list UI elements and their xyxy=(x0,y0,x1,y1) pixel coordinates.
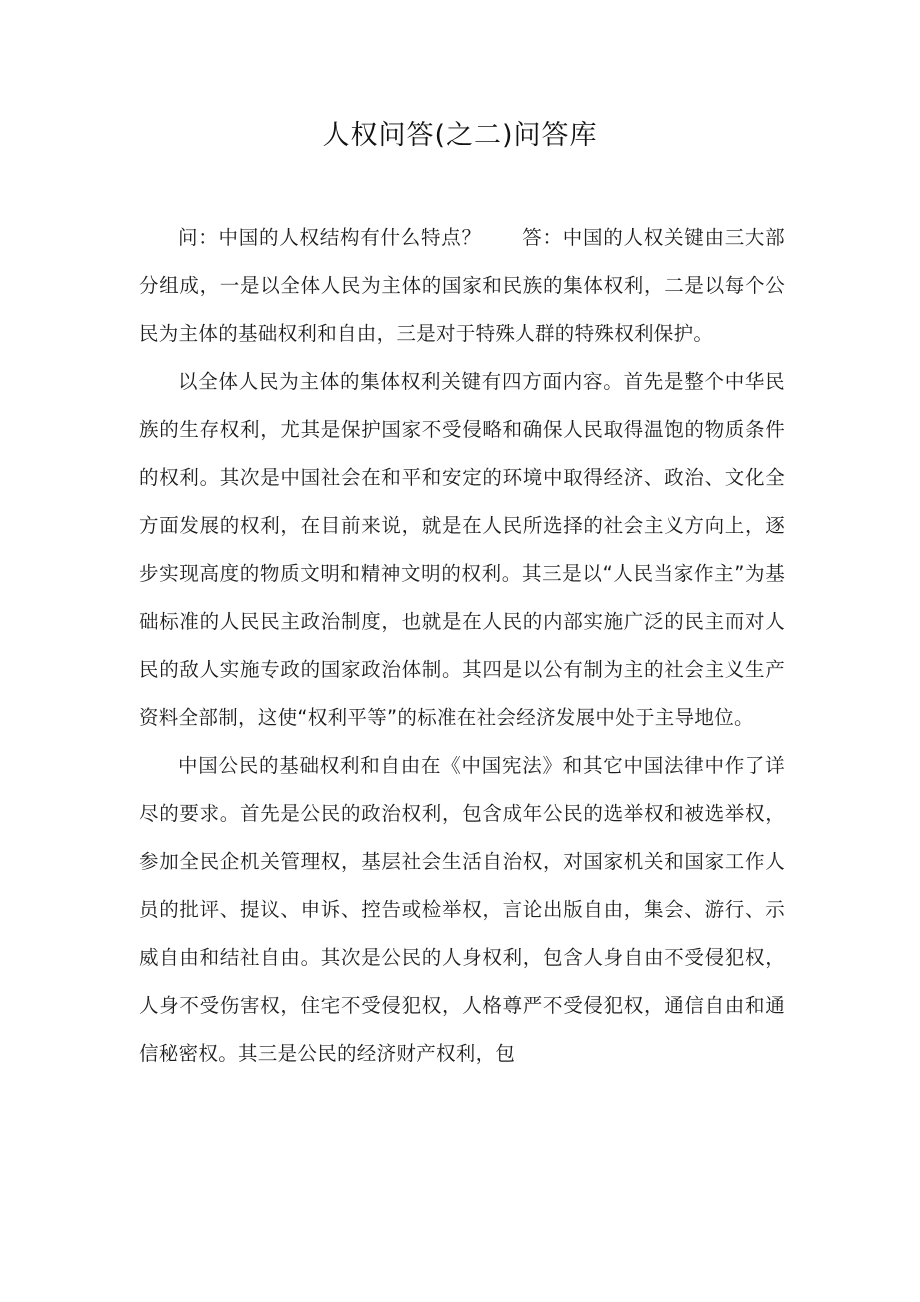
paragraph-3: 中国公民的基础权利和自由在《中国宪法》和其它中国法律中作了详尽的要求。首先是公民的政治权利，包含成年公民的选举权和被选举权，参加全民企机关管理权，基层社会生活自治权，对国家机关和国家工作人员的批评、提议、申诉、控告或检举权，言论出版自由，集会、游行、示威自由和结社自由。其次是公民的人身权利，包含人身自由不受侵犯权，人身不受伤害权，住宅不受侵犯权，人格尊严不受侵犯权，通信自由和通信秘密权。其三是公民的经济财产权利，包 xyxy=(139,754,785,1065)
paragraph-2: 以全体人民为主体的集体权利关键有四方面内容。首先是整个中华民族的生存权利，尤其是保护国家不受侵略和确保人民取得温饱的物质条件的权利。其次是中国社会在和平和安定的环境中取得经济、政治、文化全方面发展的权利，在目前来说，就是在人民所选择的社会主义方向上，逐步实现高度的物质文明和精神文明的权利。其三是以“人民当家作主”为基础标准的人民民主政治制度，也就是在人民的内部实施广泛的民主而对人民的敌人实施专政的国家政治体制。其四是以公有制为主的社会主义生产资料全部制，这使“权利平等”的标准在社会经济发展中处于主导地位。 xyxy=(139,370,785,729)
page-title: 人权问答(之二)问答库 xyxy=(322,120,598,151)
paragraph-1: 问：中国的人权结构有什么特点？ 答：中国的人权关键由三大部分组成，一是以全体人民为主体的国家和民族的集体权利，二是以每个公民为主体的基础权利和自由，三是对于特殊人群的特殊权利保护。 xyxy=(139,226,785,345)
document-body xyxy=(139,214,785,1078)
